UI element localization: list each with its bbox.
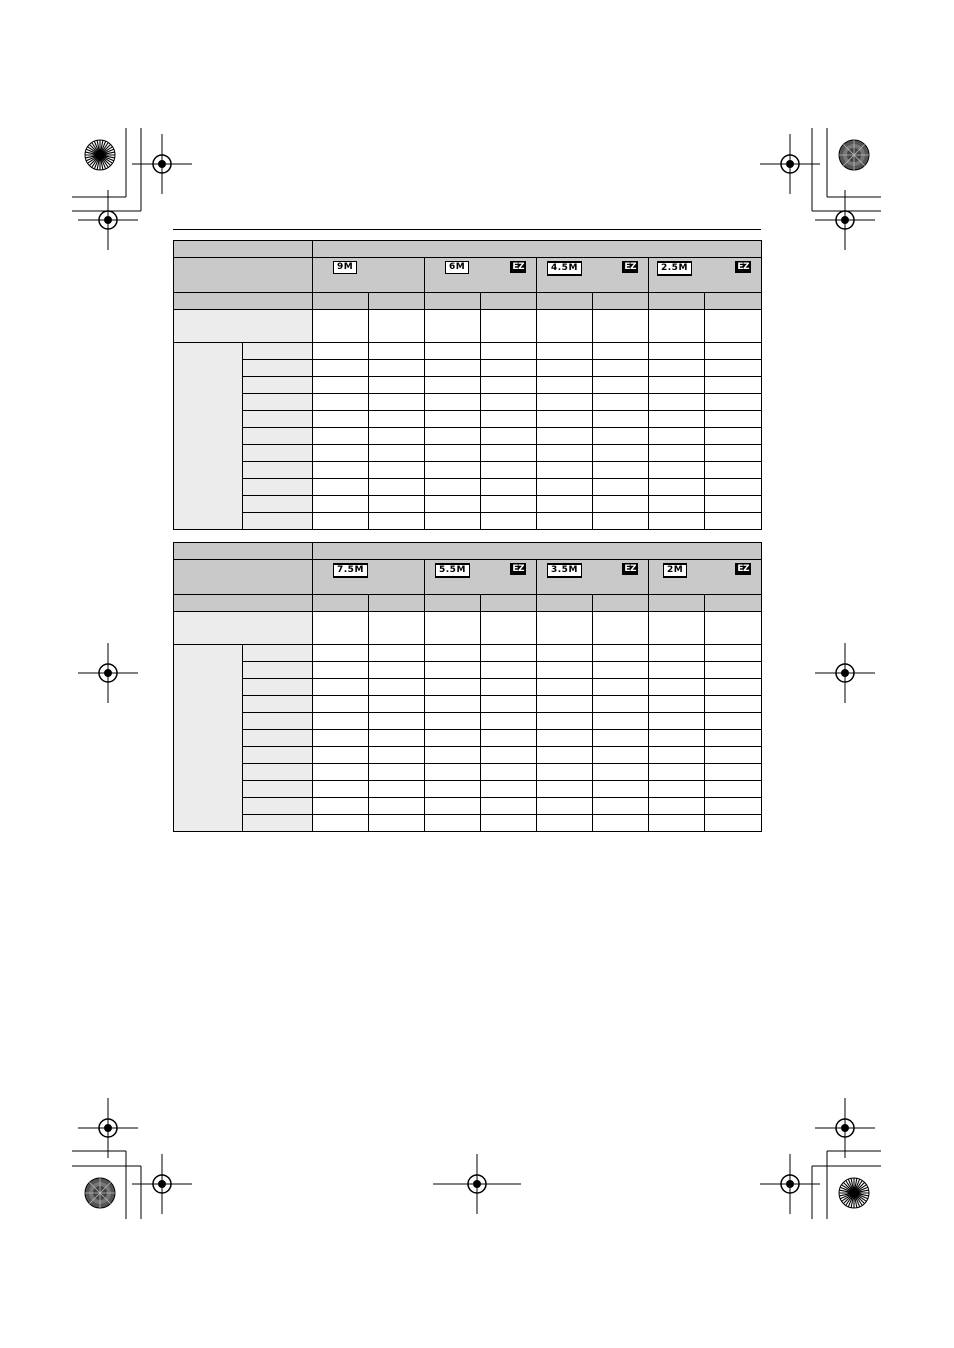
picture-size-4-5m-icon: 4.5M: [547, 261, 582, 276]
quality-label-cell: [174, 293, 313, 310]
quality-cell: [425, 595, 481, 612]
file-size-cell: [705, 612, 762, 645]
spec-table-1: [173, 240, 762, 530]
file-size-label-cell: [174, 612, 313, 645]
table-row: [174, 377, 762, 394]
quality-cell: [313, 595, 369, 612]
file-size-cell: [537, 612, 593, 645]
capacity-row-label: [243, 764, 313, 781]
table-row: [174, 394, 762, 411]
capacity-row-label: [243, 411, 313, 428]
picture-size-label-cell: [174, 560, 313, 595]
file-size-label-cell: [174, 310, 313, 343]
quality-cell: [705, 595, 762, 612]
capacity-row-label: [243, 679, 313, 696]
file-size-cell: [481, 310, 537, 343]
picture-size-2-5m-icon: 2.5M: [657, 261, 692, 276]
table-row: [174, 747, 762, 764]
picture-size-group-1: [313, 560, 425, 595]
capacity-row-label: [243, 513, 313, 530]
spec-table-2: [173, 542, 762, 832]
table-row: [174, 360, 762, 377]
picture-size-label-cell: [174, 258, 313, 293]
table-row: [174, 679, 762, 696]
file-size-cell: [313, 310, 369, 343]
quality-cell: [649, 595, 705, 612]
capacity-label-cell: [174, 343, 243, 530]
table-row: [174, 781, 762, 798]
quality-cell: [705, 293, 762, 310]
file-size-cell: [593, 612, 649, 645]
picture-size-5-5m-icon: 5.5M: [435, 563, 470, 578]
table-row: [174, 662, 762, 679]
picture-size-group-2: [425, 560, 537, 595]
ez-icon: EZ: [624, 262, 636, 272]
picture-size-6m-icon: 6M: [445, 261, 469, 274]
capacity-row-label: [243, 781, 313, 798]
table-row: [174, 798, 762, 815]
capacity-row-label: [243, 496, 313, 513]
quality-cell: [537, 293, 593, 310]
file-size-cell: [369, 612, 425, 645]
file-size-cell: [481, 612, 537, 645]
table-row: [174, 445, 762, 462]
capacity-row-label: [243, 696, 313, 713]
capacity-row-label: [243, 343, 313, 360]
quality-cell: [369, 293, 425, 310]
file-size-cell: [649, 612, 705, 645]
capacity-row-label: [243, 428, 313, 445]
picture-size-7-5m-icon: 7.5M: [333, 563, 368, 578]
table-row: [174, 479, 762, 496]
file-size-cell: [313, 612, 369, 645]
table-row: [174, 411, 762, 428]
table-row: [174, 815, 762, 832]
ez-icon: EZ: [624, 564, 636, 574]
picture-size-3-5m-icon: 3.5M: [547, 563, 582, 578]
header-label-cell: [174, 241, 313, 258]
capacity-row-label: [243, 645, 313, 662]
file-size-cell: [593, 310, 649, 343]
header-label-cell: [174, 543, 313, 560]
ez-icon: EZ: [512, 262, 524, 272]
table-row: [174, 343, 762, 360]
capacity-row-label: [243, 747, 313, 764]
capacity-row-label: [243, 730, 313, 747]
quality-cell: [537, 595, 593, 612]
ez-icon: EZ: [737, 564, 749, 574]
picture-size-group-2: [425, 258, 537, 293]
capacity-row-label: [243, 479, 313, 496]
capacity-row-label: [243, 462, 313, 479]
capacity-row-label: [243, 360, 313, 377]
picture-size-group-4: [649, 560, 762, 595]
quality-cell: [313, 293, 369, 310]
quality-cell: [481, 293, 537, 310]
table-row: [174, 696, 762, 713]
capacity-row-label: [243, 662, 313, 679]
table-row: [174, 713, 762, 730]
quality-cell: [593, 595, 649, 612]
ez-icon: EZ: [512, 564, 524, 574]
picture-size-9m-icon: 9M: [333, 261, 357, 274]
capacity-row-label: [243, 445, 313, 462]
quality-label-cell: [174, 595, 313, 612]
capacity-row-label: [243, 798, 313, 815]
table-row: [174, 645, 762, 662]
quality-cell: [593, 293, 649, 310]
file-size-cell: [425, 310, 481, 343]
header-span-cell: [313, 241, 762, 258]
picture-size-group-1: [313, 258, 425, 293]
table-row: [174, 730, 762, 747]
file-size-cell: [705, 310, 762, 343]
picture-size-group-3: [537, 560, 649, 595]
picture-size-group-3: [537, 258, 649, 293]
file-size-cell: [425, 612, 481, 645]
file-size-cell: [649, 310, 705, 343]
picture-size-group-4: [649, 258, 762, 293]
capacity-row-label: [243, 815, 313, 832]
table-row: [174, 428, 762, 445]
file-size-cell: [369, 310, 425, 343]
header-span-cell: [313, 543, 762, 560]
table-row: [174, 462, 762, 479]
picture-size-2m-icon: 2M: [663, 563, 687, 578]
quality-cell: [481, 595, 537, 612]
ez-icon: EZ: [737, 262, 749, 272]
file-size-cell: [537, 310, 593, 343]
quality-cell: [425, 293, 481, 310]
table-row: [174, 496, 762, 513]
capacity-row-label: [243, 377, 313, 394]
capacity-label-cell: [174, 645, 243, 832]
header-rule: [173, 229, 761, 230]
quality-cell: [649, 293, 705, 310]
capacity-row-label: [243, 713, 313, 730]
capacity-row-label: [243, 394, 313, 411]
quality-cell: [369, 595, 425, 612]
table-row: [174, 513, 762, 530]
table-row: [174, 764, 762, 781]
